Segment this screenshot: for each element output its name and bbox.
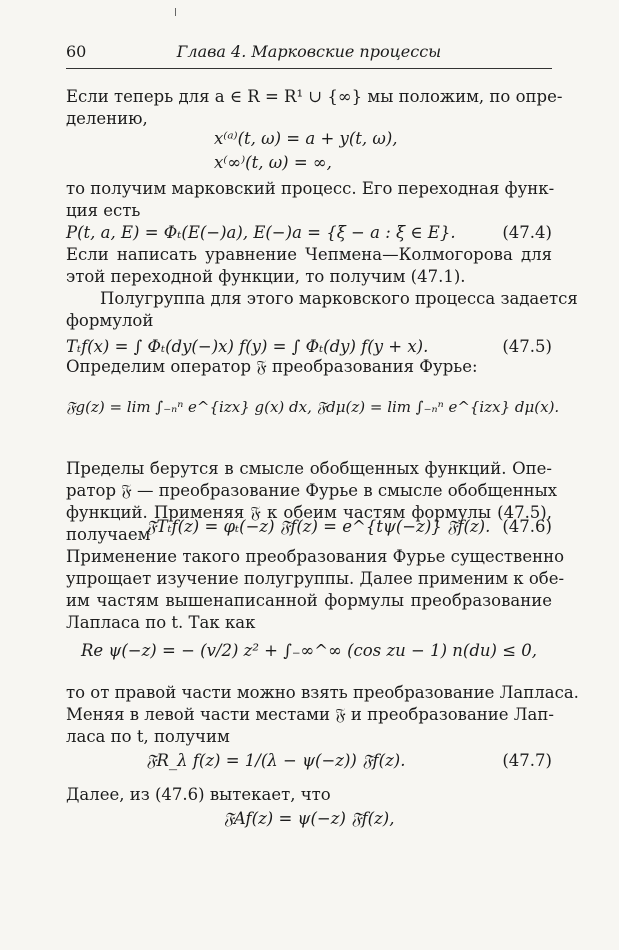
header-rule [66, 68, 552, 69]
scan-speck [175, 8, 176, 16]
equation-47-7-body: 𝔉R_λ f(z) = 1/(λ − ψ(−z)) 𝔉f(z). [146, 751, 406, 770]
formula-re-psi: Re ψ(−z) = − (v/2) z² + ∫₋∞^∞ (cos zu − 1) n(du) ≤ 0, [80, 641, 538, 660]
page-number: 60 [66, 42, 87, 61]
equation-47-4-number: (47.4) [502, 223, 552, 242]
formula-def-inf: x⁽∞⁾(t, ω) = ∞, [214, 153, 332, 172]
text-line: им частям вышенаписанной формулы преобразование [66, 591, 552, 610]
text-line: функций. Применяя 𝔉 к обеим частям формулы (47.5), [66, 503, 552, 522]
text-line: Применение такого преобразования Фурье существенно [66, 547, 565, 566]
text-line: Меняя в левой части местами 𝔉 и преобразование Лап- [66, 705, 554, 724]
page-header [66, 42, 552, 68]
text-line: формулой [66, 311, 154, 330]
text-line: Полугруппа для этого марковского процесса задается [100, 289, 578, 308]
formula-last: 𝔉Af(z) = ψ(−z) 𝔉f(z), [223, 809, 395, 828]
formula-def-a: x⁽ᵃ⁾(t, ω) = a + y(t, ω), [214, 129, 398, 148]
equation-47-7-number: (47.7) [502, 751, 552, 770]
equation-47-6-body: 𝔉Tₜf(z) = φₜ(−z) 𝔉f(z) = e^{tψ(−z)} 𝔉f(z). [146, 517, 491, 536]
text-line: Определим оператор 𝔉 преобразования Фурье: [66, 357, 478, 376]
text-line: Если теперь для a ∈ R = R¹ ∪ {∞} мы положим, по опре- [66, 87, 563, 106]
text-line: Лапласа по t. Так как [66, 613, 256, 632]
text-line: делению, [66, 109, 148, 128]
running-title: Глава 4. Марковские процессы [176, 42, 442, 61]
text-line: упрощает изучение полугруппы. Далее применим к обе- [66, 569, 565, 588]
text-line: получаем [66, 525, 151, 544]
equation-47-4-body: P(t, a, E) = Φₜ(E(−)a), E(−)a = {ξ − a : ξ ∈ E}. [66, 223, 456, 242]
text-line: Пределы берутся в смысле обобщенных функций. Опе- [66, 459, 552, 478]
text-line: ласа по t, получим [66, 727, 230, 746]
text-line: то получим марковский процесс. Его переходная функ- [66, 179, 555, 198]
equation-47-5-body: Tₜf(x) = ∫ Φₜ(dy(−)x) f(y) = ∫ Φₜ(dy) f(y + x). [66, 337, 429, 356]
text-line: Далее, из (47.6) вытекает, что [66, 785, 331, 804]
equation-47-5-number: (47.5) [502, 337, 552, 356]
text-line: этой переходной функции, то получим (47.1). [66, 267, 466, 286]
text-line: ция есть [66, 201, 141, 220]
text-line: ратор 𝔉 — преобразование Фурье в смысле обобщенных [66, 481, 558, 500]
formula-fourier: 𝔉g(z) = lim ∫₋ₙⁿ e^{izx} g(x) dx, 𝔉dμ(z) = lim ∫₋ₙⁿ e^{izx} dμ(x). [66, 398, 560, 416]
text-line: Если написать уравнение Чепмена—Колмогорова для [66, 245, 552, 264]
text-line: то от правой части можно взять преобразование Лапласа. [66, 683, 579, 702]
equation-47-6-number: (47.6) [502, 517, 552, 536]
